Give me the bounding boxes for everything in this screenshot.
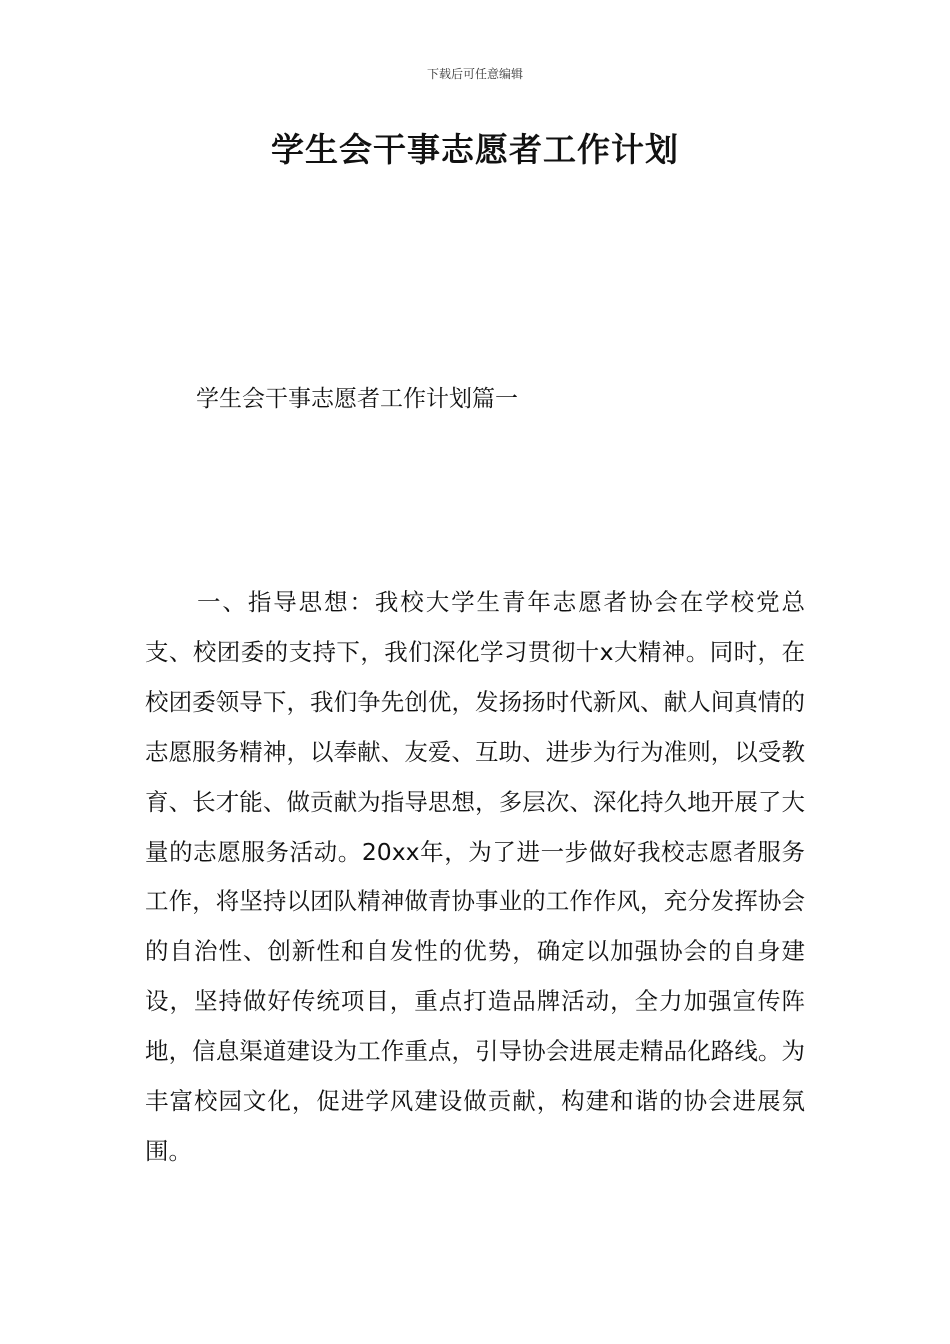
section-heading: 学生会干事志愿者工作计划篇一 (196, 386, 518, 412)
body-paragraph: 一、指导思想：我校大学生青年志愿者协会在学校党总支、校团委的支持下，我们深化学习贯彻十x大精神。同时，在校团委领导下，我们争先创优，发扬扬时代新风、献人间真情的志愿服务精神，以奉献、友爱、互助、进步为行为准则，以受教育、长才能、做贡献为指导思想，多层次、深化持久地开展了大量的志愿服务活动。20xx年，为了进一步做好我校志愿者服务工作，将坚持以团队精神做青协事业的工作作风，充分发挥协会的自治性、创新性和自发性的优势，确定以加强协会的自身建设，坚持做好传统项目，重点打造品牌活动，全力加强宣传阵地，信息渠道建设为工作重点，引导协会进展走精品化路线。为丰富校园文化，促进学风建设做贡献，构建和谐的协会进展氛围。 (145, 588, 805, 1165)
document-title: 学生会干事志愿者工作计划 (271, 130, 679, 169)
header-note: 下载后可任意编辑 (426, 67, 523, 81)
